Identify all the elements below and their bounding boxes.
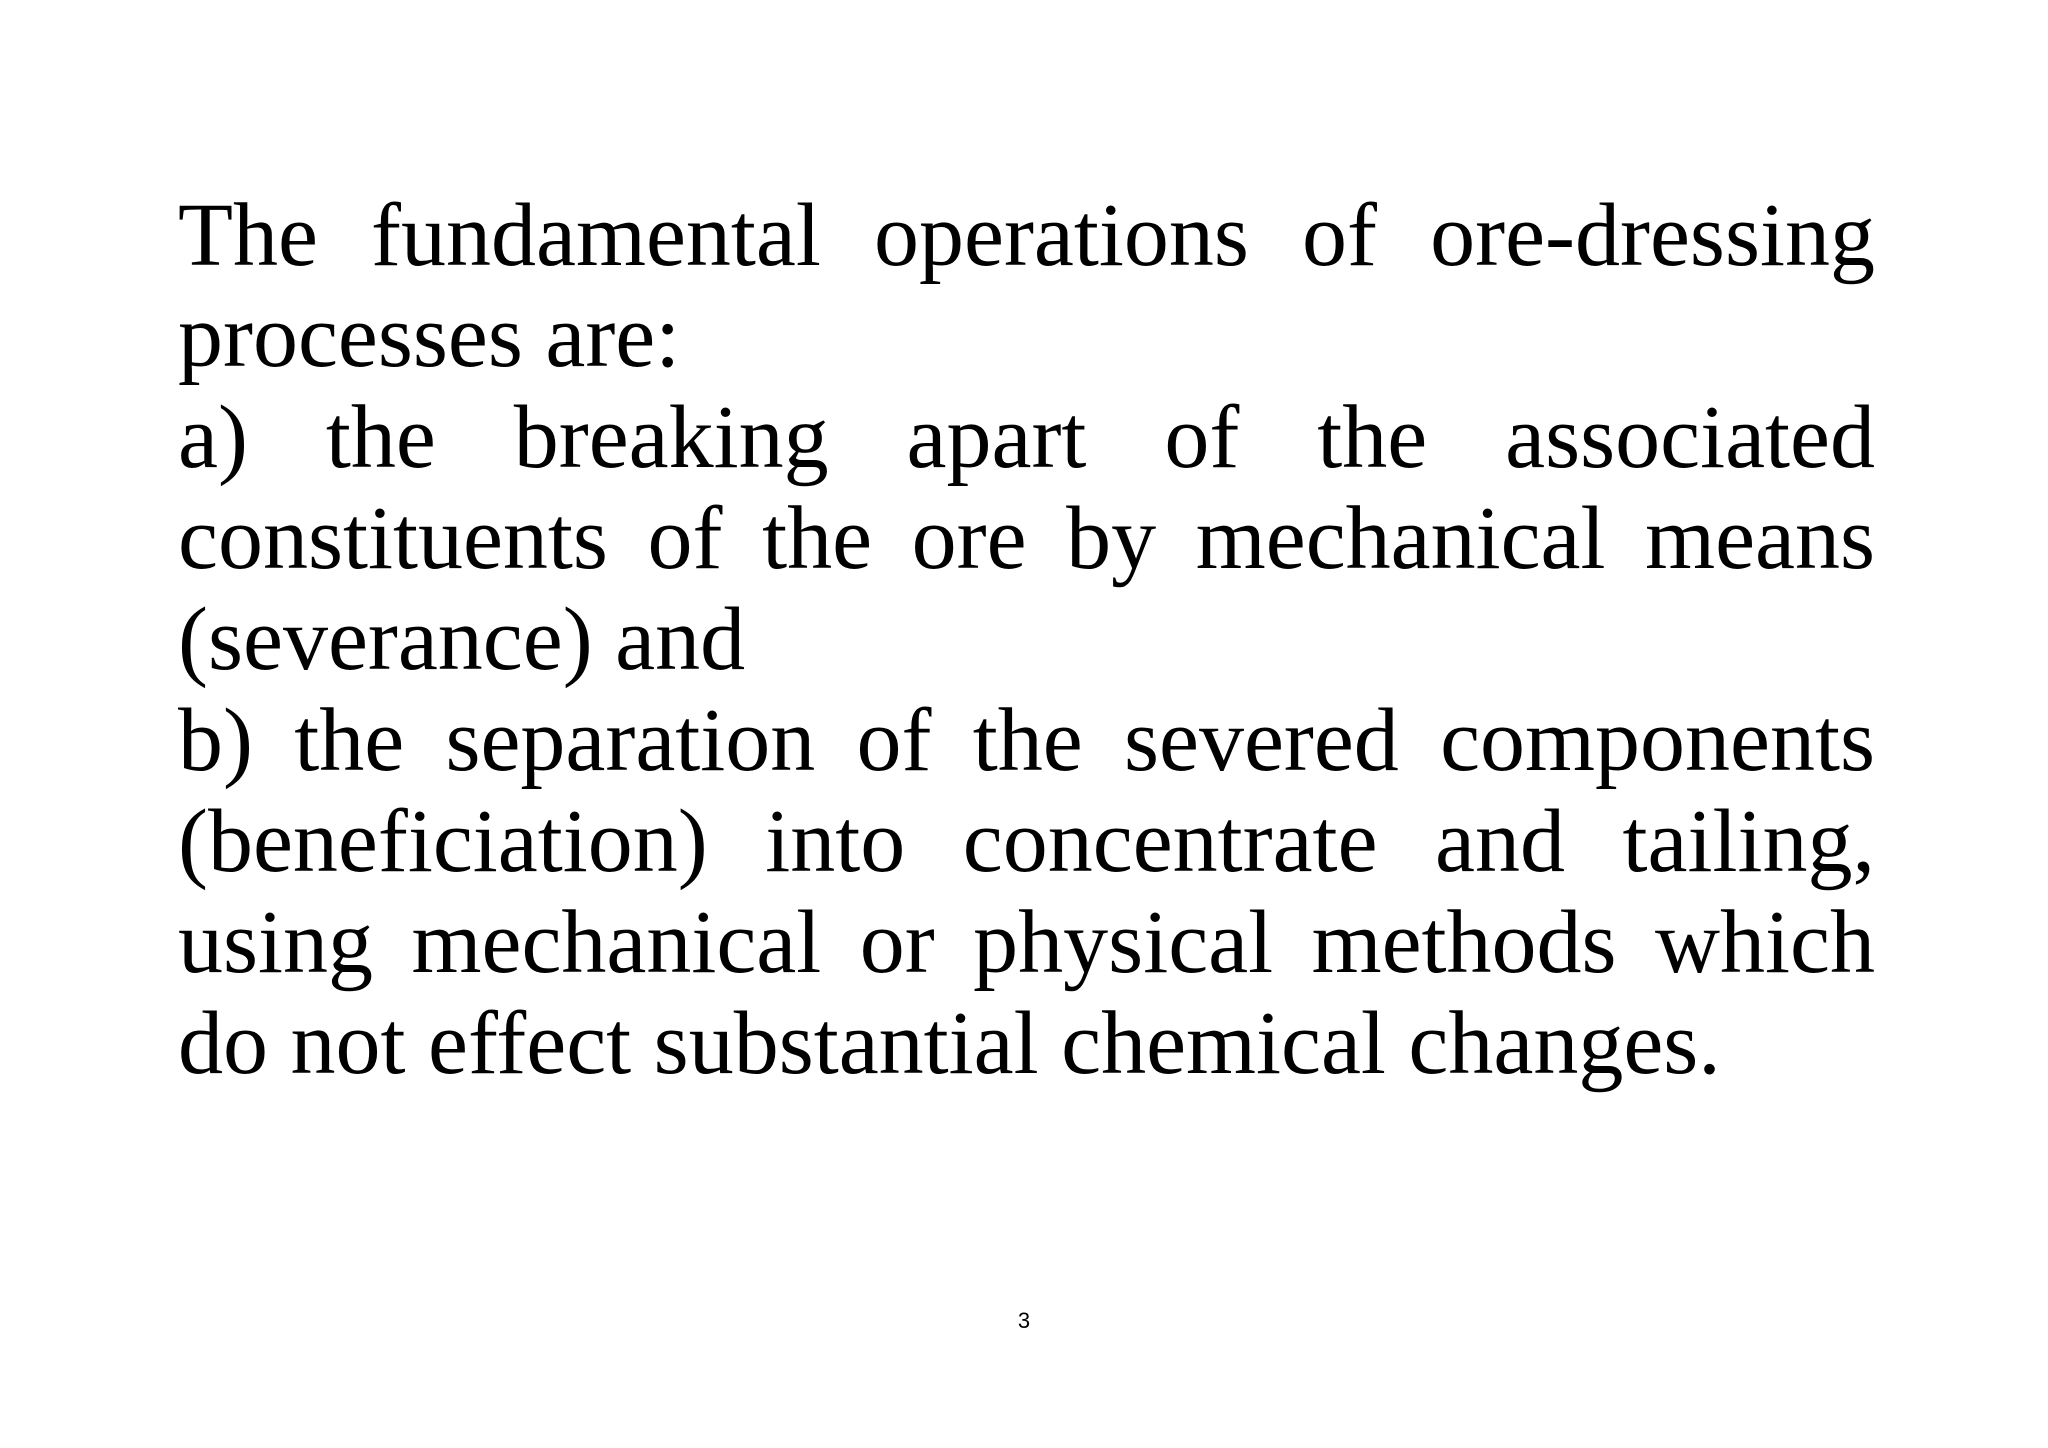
page-number: 3 [1017, 1308, 1031, 1333]
item-b-paragraph: b) the separation of the severed components (beneficiation) into concentrate and tailing, using mechanical or physical methods which do not effect substantial chemical changes. [178, 691, 1875, 1093]
intro-paragraph: The fundamental operations of ore-dressing processes are: [178, 186, 1875, 386]
item-a-paragraph: a) the breaking apart of the associated constituents of the ore by mechanical means (severance) and [178, 388, 1875, 689]
slide-body-text [178, 185, 1875, 1094]
